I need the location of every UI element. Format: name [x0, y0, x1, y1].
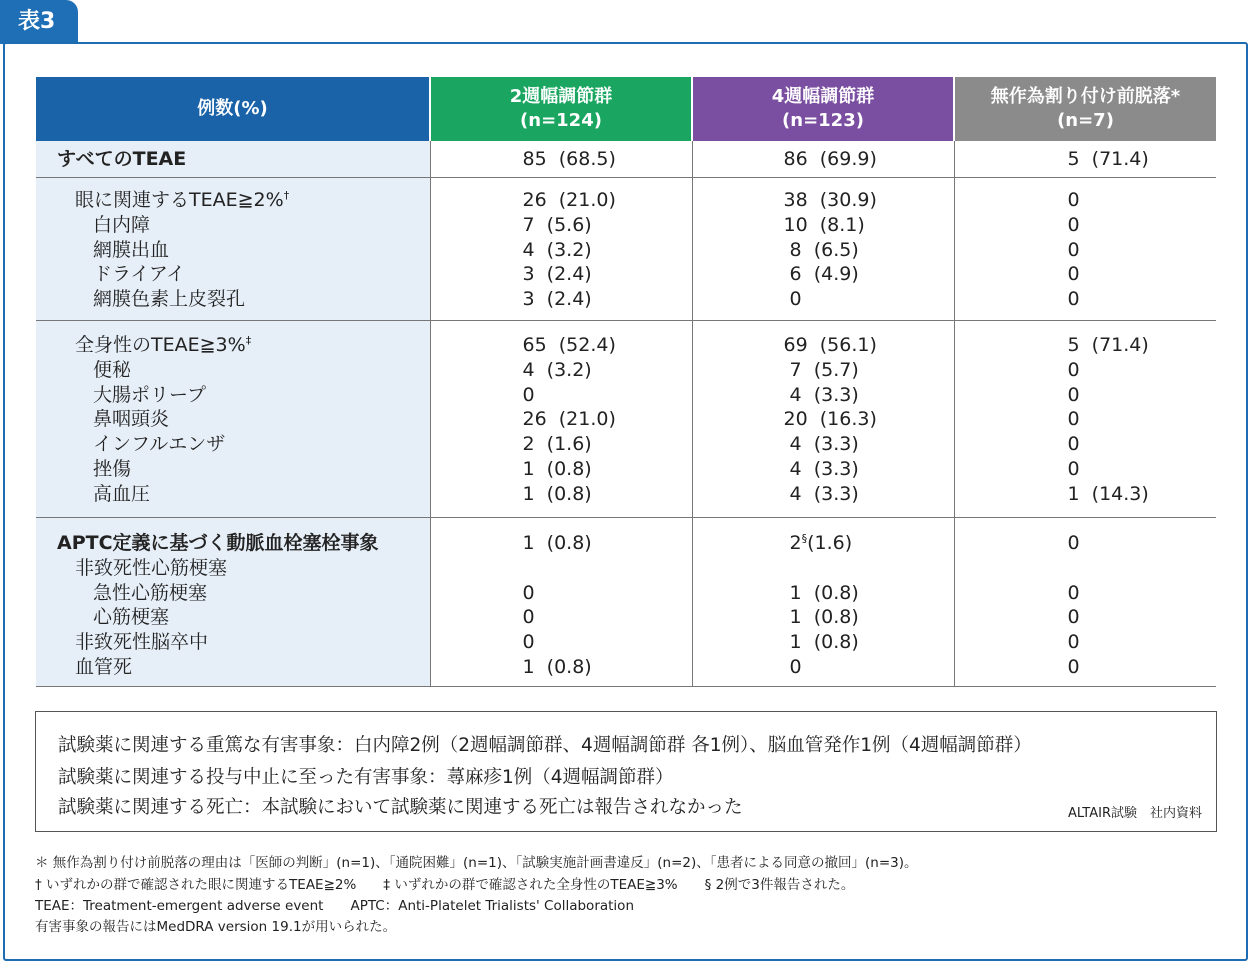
- footnote-symbols: † いずれかの群で確認された眼に関連するTEAE≧2% ‡ いずれかの群で確認された全身性のTEAE≧3% § 2例で3件報告された。: [35, 877, 855, 893]
- header-label-column: 例数(%): [36, 77, 430, 141]
- table-number: 表3: [18, 9, 56, 34]
- table-row-all-teae: すべてのTEAE 85 (68.5) 86 (69.9) 5 (71.4): [36, 141, 1216, 178]
- adverse-events-table: [36, 77, 1216, 687]
- table-row-aptc-events: APTC定義に基づく動脈血栓塞栓事象 非致死性心筋梗塞 急性心筋梗塞 心筋梗塞 非致死性脳卒中 血管死 1 (0.8) 0 0 0 1 (0.8) 2§(1.6) 1 (0.8) 1 (0.8) 1 (0.8) 0 0 0 0 0 0: [36, 518, 1216, 687]
- footnote-abbreviations: TEAE：Treatment-emergent adverse event APTC：Anti-Platelet Trialists' Collaboration: [35, 898, 635, 914]
- section-title: 眼に関連するTEAE≧2%†: [75, 189, 290, 211]
- note-discontinuation: 試験薬に関連する投与中止に至った有害事象：蕁麻疹1例（4週幅調節群）: [58, 767, 674, 788]
- header-2week-group: 2週幅調節群 (n=124): [430, 77, 692, 141]
- footnote-dropout: ＊ 無作為割り付け前脱落の理由は「医師の判断」(n=1)、「通院困難」(n=1)、「試験実施計画書違反」(n=2)、「患者による同意の撤回」(n=3)。: [35, 855, 918, 871]
- header-4week-group: 4週幅調節群 (n=123): [692, 77, 954, 141]
- section-title: APTC定義に基づく動脈血栓塞栓事象: [57, 532, 379, 554]
- source-label: ALTAIR試験 社内資料: [1067, 806, 1202, 821]
- table-row-systemic-teae: 全身性のTEAE≧3%‡ 便秘 大腸ポリープ 鼻咽頭炎 インフルエンザ 挫傷 高血圧 65 (52.4) 4 (3.2) 0 26 (21.0) 2 (1.6) 1 (0.8) 1 (0.8) 69 (56.1) 7 (5.7) 4 (3.3) 20 (16.3) 4 (3.3) 4 (3.3) 4 (3.3) 5 (71.4) 0 0 0 0 0 1 (14.3): [36, 321, 1216, 518]
- related-events-notes: [35, 711, 1217, 832]
- section-title: 全身性のTEAE≧3%‡: [75, 334, 252, 356]
- note-death: 試験薬に関連する死亡：本試験において試験薬に関連する死亡は報告されなかった: [58, 797, 743, 818]
- row-label: すべてのTEAE: [57, 148, 187, 170]
- header-dropout-group: 無作為割り付け前脱落* (n=7): [954, 77, 1216, 141]
- note-serious: 試験薬に関連する重篤な有害事象：白内障2例（2週幅調節群、4週幅調節群 各1例）、脳血管発作1例（4週幅調節群）: [58, 735, 1032, 756]
- table-tab: [0, 0, 78, 44]
- table-row-eye-teae: 眼に関連するTEAE≧2%† 白内障 網膜出血 ドライアイ 網膜色素上皮裂孔 26 (21.0) 7 (5.6) 4 (3.2) 3 (2.4) 3 (2.4) 38 (30.9) 10 (8.1) 8 (6.5) 6 (4.9) 0 0 0 0 0 0: [36, 178, 1216, 321]
- footnote-meddra: 有害事象の報告にはMedDRA version 19.1が用いられた。: [35, 919, 397, 935]
